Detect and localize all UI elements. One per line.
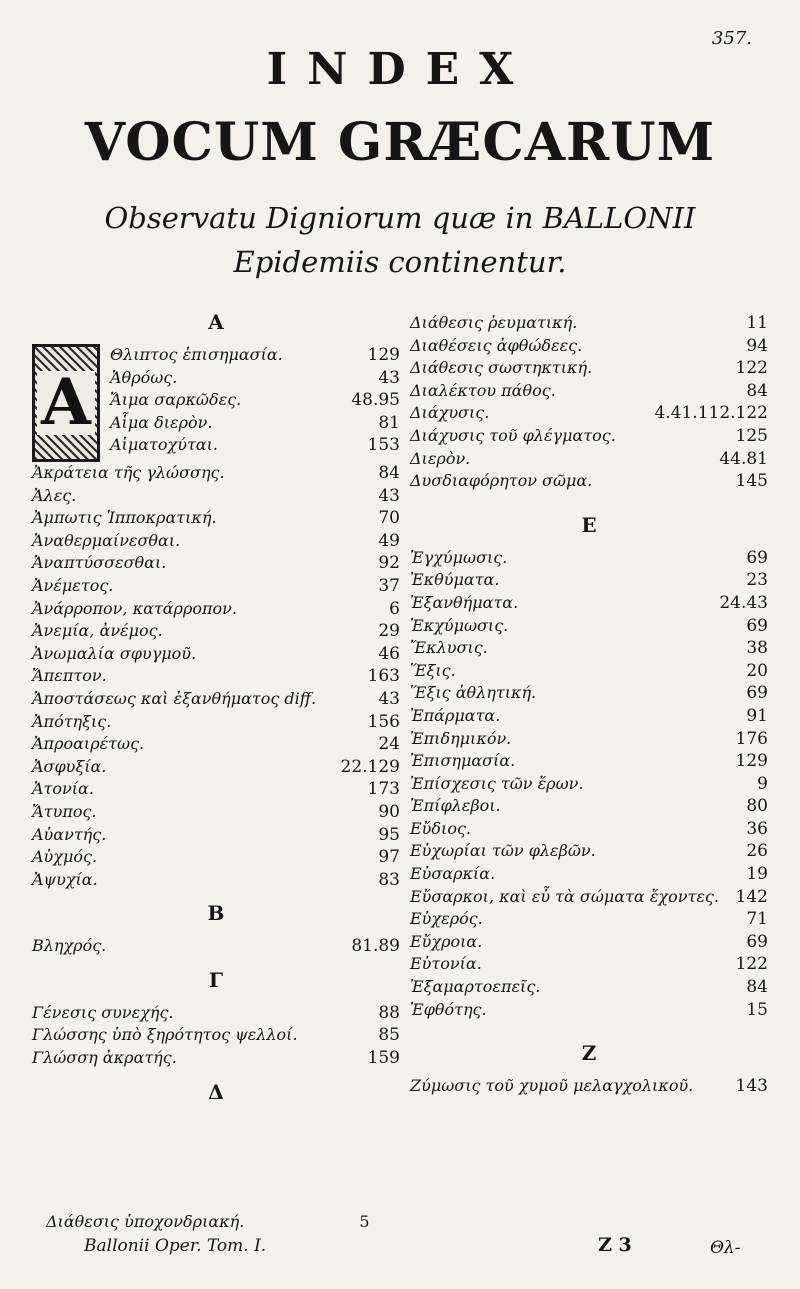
index-entry xyxy=(410,908,768,931)
footer-signature: Z 3 xyxy=(598,1234,632,1256)
index-entry xyxy=(410,976,768,999)
entry-page-number: 38 xyxy=(746,638,768,659)
index-entry xyxy=(410,569,768,592)
section-letter-z: Z xyxy=(581,1041,597,1066)
index-entry xyxy=(410,682,768,705)
entry-page-number: 129 xyxy=(735,751,768,772)
entry-term: Ἀσφυξία. xyxy=(32,756,107,776)
entry-term: Ἀπροαιρέτως. xyxy=(32,734,145,754)
index-entry xyxy=(32,575,400,598)
entry-term: Εὐχερός. xyxy=(410,909,483,929)
entry-page-number: 90 xyxy=(378,801,400,822)
entry-term: Εὔδιος. xyxy=(410,818,471,838)
entry-term: Ἀμπωτις Ἱπποκρατική. xyxy=(32,508,217,528)
entry-page-number: 163 xyxy=(367,666,400,687)
subtitle-line-1: Observatu Digniorum quæ in BALLONII xyxy=(104,201,696,235)
index-entry xyxy=(410,470,768,493)
entry-page-number: 44.81 xyxy=(719,448,768,469)
index-entry xyxy=(32,824,400,847)
entry-page-number: 84 xyxy=(378,463,400,483)
page-number: 357. xyxy=(711,28,752,49)
index-entry xyxy=(110,344,400,367)
entry-term: Διάθεσις ῥευματική. xyxy=(410,313,578,332)
entry-page-number: 69 xyxy=(746,547,768,568)
entry-page-number: 97 xyxy=(378,847,400,868)
entry-term: Διερὸν. xyxy=(410,448,471,468)
entry-term: Ἀπότηξις. xyxy=(32,711,112,731)
index-entry xyxy=(410,840,768,863)
index-entry xyxy=(32,598,400,621)
index-entry xyxy=(32,733,400,756)
entry-page-number: 125 xyxy=(735,425,768,446)
entry-page-number: 29 xyxy=(378,621,400,642)
index-entry xyxy=(410,818,768,841)
entry-page-number: 143 xyxy=(735,1076,768,1097)
section-letter-b: B xyxy=(207,901,225,926)
entry-term: Αἷμα διερὸν. xyxy=(110,412,213,432)
left-column xyxy=(32,300,400,1114)
entry-term: Ἀνέμετος. xyxy=(32,575,114,595)
index-entry xyxy=(32,665,400,688)
entry-page-number: 15 xyxy=(746,999,768,1020)
index-entry xyxy=(410,863,768,886)
entry-term: Αὐχμός. xyxy=(32,847,98,867)
entry-term: Διάχυσις. xyxy=(410,403,490,423)
index-entry xyxy=(32,1002,400,1025)
entry-page-number: 43 xyxy=(378,367,400,388)
entry-page-number: 81 xyxy=(378,412,400,433)
entry-term: Ἕξις ἀθλητική. xyxy=(410,683,537,703)
index-entry xyxy=(410,380,768,403)
entry-term: Διάχυσις τοῦ φλέγματος. xyxy=(410,425,616,445)
entry-term: Ἐπάρματα. xyxy=(410,705,501,725)
footer-entry-number: 5 xyxy=(359,1212,370,1231)
entry-page-number: 22.129 xyxy=(340,756,400,777)
index-entry xyxy=(32,643,400,666)
index-entry xyxy=(410,402,768,425)
entry-page-number: 11 xyxy=(746,313,768,333)
index-entry xyxy=(410,795,768,818)
entry-page-number: 84 xyxy=(746,380,768,401)
index-entry xyxy=(410,357,768,380)
entry-term: Θλιπτος ἐπισημασία. xyxy=(110,345,283,364)
index-entry xyxy=(32,846,400,869)
entry-term: Εὔχροια. xyxy=(410,931,483,951)
entry-page-number: 92 xyxy=(378,553,400,574)
index-entry xyxy=(410,312,768,335)
index-entry xyxy=(32,620,400,643)
decorated-initial: A xyxy=(32,344,100,462)
entry-page-number: 159 xyxy=(367,1048,400,1069)
entry-term: Γένεσις συνεχής. xyxy=(32,1002,174,1022)
entry-page-number: 145 xyxy=(735,471,768,492)
entry-term: Ἀψυχία. xyxy=(32,869,98,889)
entry-page-number: 46 xyxy=(378,643,400,664)
entry-term: Ἄτυπος. xyxy=(32,801,97,821)
right-column xyxy=(410,312,768,1098)
entry-term: Εὐσαρκία. xyxy=(410,864,496,884)
entry-page-number: 49 xyxy=(378,530,400,551)
subtitle-line-2: Epidemiis continentur. xyxy=(233,245,567,279)
entry-page-number: 43 xyxy=(378,485,400,506)
entry-term: Ἀποστάσεως καὶ ἐξανθήματος diff. xyxy=(32,688,317,708)
entry-page-number: 69 xyxy=(746,683,768,704)
entry-term: Ἀναπτύσσεσθαι. xyxy=(32,553,167,573)
index-entry xyxy=(410,448,768,471)
index-entry xyxy=(32,462,400,485)
index-entry xyxy=(110,412,400,435)
entry-term: Αὐαντής. xyxy=(32,824,107,844)
index-entry xyxy=(32,801,400,824)
entry-term: Ἔκλυσις. xyxy=(410,638,488,658)
entry-term: Διαλέκτου πάθος. xyxy=(410,380,556,400)
index-entry xyxy=(410,547,768,570)
entry-page-number: 156 xyxy=(367,711,400,732)
footer-entry xyxy=(46,1212,370,1231)
index-entry xyxy=(410,1075,768,1098)
index-entry xyxy=(110,389,400,412)
entry-page-number: 9 xyxy=(757,773,768,794)
entry-term: Ἀλες. xyxy=(32,485,77,505)
entry-page-number: 122 xyxy=(735,954,768,975)
entry-page-number: 19 xyxy=(746,864,768,885)
entry-page-number: 4.41.112.122 xyxy=(654,403,768,424)
index-entry xyxy=(32,485,400,508)
entry-page-number: 88 xyxy=(378,1002,400,1023)
entry-term: Ζύμωσις τοῦ χυμοῦ μελαγχολικοῦ. xyxy=(410,1076,694,1096)
initial-block xyxy=(32,344,400,462)
index-entry xyxy=(410,637,768,660)
entry-page-number: 43 xyxy=(378,688,400,709)
entry-page-number: 94 xyxy=(746,335,768,356)
entry-page-number: 173 xyxy=(367,779,400,800)
index-entry xyxy=(410,425,768,448)
index-entry xyxy=(32,869,400,892)
index-entry xyxy=(410,886,768,909)
entry-page-number: 95 xyxy=(378,824,400,845)
entry-term: Ἐξαμαρτοεπεῖς. xyxy=(410,977,541,997)
entry-term: Ἐκθύματα. xyxy=(410,570,500,590)
entry-term: Ἀθρόως. xyxy=(110,367,178,387)
entry-page-number: 84 xyxy=(746,977,768,998)
entry-term: Ἀκράτεια τῆς γλώσσης. xyxy=(32,463,225,482)
entry-term: Ἀτονία. xyxy=(32,779,94,799)
index-entry xyxy=(110,434,400,457)
index-entry xyxy=(410,660,768,683)
entry-page-number: 24 xyxy=(378,734,400,755)
entry-term: Ἐγχύμωσις. xyxy=(410,547,508,567)
entry-page-number: 91 xyxy=(746,705,768,726)
entry-page-number: 70 xyxy=(378,508,400,529)
index-entry xyxy=(410,999,768,1022)
index-entry xyxy=(32,711,400,734)
entry-page-number: 20 xyxy=(746,660,768,681)
entry-term: Ἐφθότης. xyxy=(410,999,487,1019)
entry-term: Ἐπισημασία. xyxy=(410,751,516,771)
entry-page-number: 176 xyxy=(735,728,768,749)
entry-page-number: 80 xyxy=(746,796,768,817)
section-letter-e: E xyxy=(581,512,597,537)
index-entry xyxy=(32,530,400,553)
index-entry xyxy=(410,728,768,751)
entry-term: Ἄπεπτον. xyxy=(32,666,107,686)
section-letter-delta: Δ xyxy=(208,1079,224,1104)
entry-page-number: 81.89 xyxy=(351,936,400,957)
index-entry xyxy=(32,1024,400,1047)
entry-page-number: 36 xyxy=(746,818,768,839)
entry-term: Διάθεσις σωστηκτική. xyxy=(410,358,593,378)
entry-term: Ἀνεμία, ἀνέμος. xyxy=(32,621,163,641)
entry-term: Ἀνωμαλία σφυγμοῦ. xyxy=(32,643,197,663)
entry-term: Γλώσσης ὑπὸ ξηρότητος ψελλοί. xyxy=(32,1025,298,1045)
entry-term: Ἀναθερμαίνεσθαι. xyxy=(32,530,181,550)
entry-term: Ἀνάρροπον, κατάρροπον. xyxy=(32,598,237,618)
index-title: INDEX xyxy=(266,44,534,95)
entry-term: Ἐπίφλεβοι. xyxy=(410,796,501,816)
entry-page-number: 153 xyxy=(367,435,400,456)
index-entry xyxy=(32,756,400,779)
entry-page-number: 23 xyxy=(746,570,768,591)
footer-book: Ballonii Oper. Tom. I. xyxy=(84,1236,267,1256)
footer-entry-term: Διάθεσις ὑποχονδριακή. xyxy=(46,1212,245,1231)
entry-term: Ἄιμα σαρκῶδες. xyxy=(110,390,242,410)
entry-page-number: 85 xyxy=(378,1025,400,1046)
entry-term: Γλώσση ἀκρατής. xyxy=(32,1048,177,1068)
index-entry xyxy=(32,552,400,575)
index-entry xyxy=(32,688,400,711)
entry-page-number: 129 xyxy=(367,345,400,365)
index-entry xyxy=(410,615,768,638)
entry-term: Αἱματοχύται. xyxy=(110,435,218,455)
main-title: VOCUM GRÆCARUM xyxy=(84,112,716,173)
index-entry xyxy=(410,592,768,615)
entry-term: Ἐπίσχεσις τῶν ἔρων. xyxy=(410,773,584,793)
index-entry xyxy=(410,750,768,773)
index-entry xyxy=(410,335,768,358)
entry-page-number: 71 xyxy=(746,909,768,930)
entry-page-number: 37 xyxy=(378,575,400,596)
index-entry xyxy=(32,1047,400,1070)
footer-catchword: Θλ- xyxy=(710,1238,741,1258)
entry-term: Δυσδιαφόρητον σῶμα. xyxy=(410,471,593,491)
entry-term: Διαθέσεις ἀφθώδεες. xyxy=(410,335,583,355)
entry-term: Ἕξις. xyxy=(410,660,456,680)
entry-term: Εὐτονία. xyxy=(410,954,482,974)
section-letter-a: A xyxy=(208,310,224,334)
entry-page-number: 26 xyxy=(746,841,768,862)
subtitle xyxy=(0,196,800,284)
index-entry xyxy=(410,773,768,796)
index-entry xyxy=(410,931,768,954)
entry-term: Εὔσαρκοι, καὶ εὖ τὰ σώματα ἔχοντες. xyxy=(410,886,719,906)
index-entry xyxy=(110,367,400,390)
entry-page-number: 69 xyxy=(746,931,768,952)
entry-term: Ἐκχύμωσις. xyxy=(410,615,509,635)
entry-page-number: 6 xyxy=(389,598,400,619)
index-entry xyxy=(410,705,768,728)
entry-page-number: 69 xyxy=(746,615,768,636)
entry-term: Εὐχωρίαι τῶν φλεβῶν. xyxy=(410,841,596,861)
index-entry xyxy=(32,935,400,958)
entry-page-number: 83 xyxy=(378,869,400,890)
entry-page-number: 122 xyxy=(735,358,768,379)
index-entry xyxy=(32,778,400,801)
entry-page-number: 48.95 xyxy=(351,390,400,411)
entry-page-number: 24.43 xyxy=(719,592,768,613)
index-entry xyxy=(32,507,400,530)
section-letter-gamma: Γ xyxy=(208,967,224,992)
entry-page-number: 142 xyxy=(735,886,768,907)
entry-term: Ἐπιδημικόν. xyxy=(410,728,512,748)
index-entry xyxy=(410,953,768,976)
entry-term: Ἐξανθήματα. xyxy=(410,592,519,612)
entry-term: Βληχρός. xyxy=(32,936,107,956)
